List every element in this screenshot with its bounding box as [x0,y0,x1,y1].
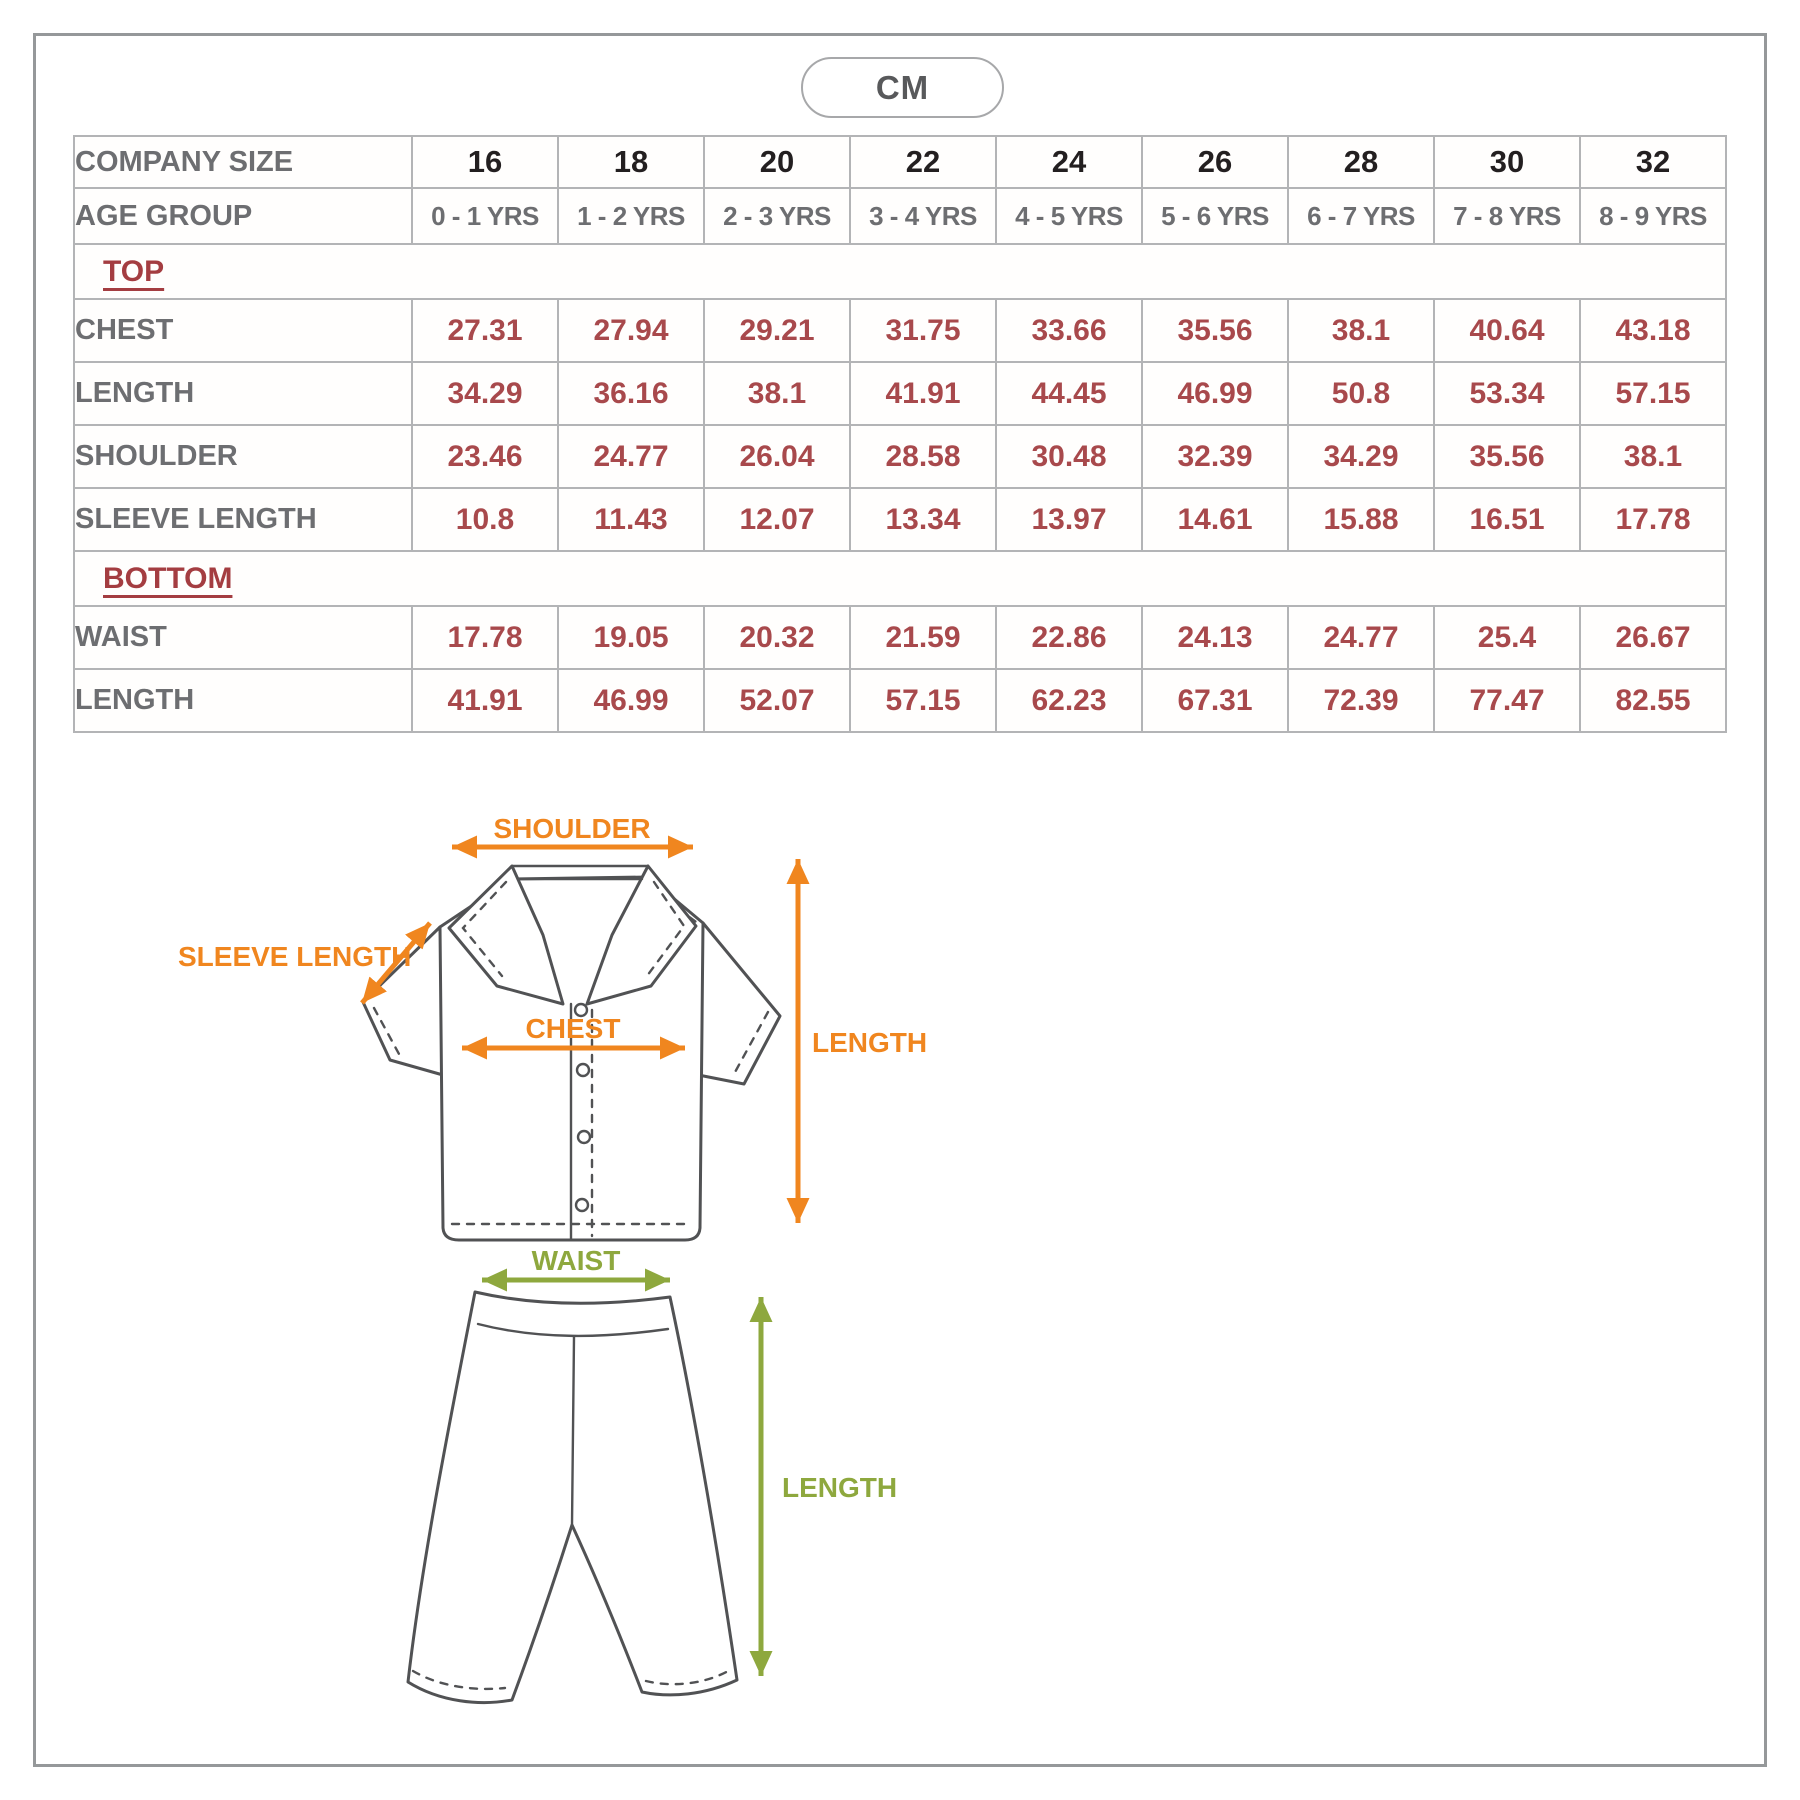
row-label: LENGTH [74,669,412,732]
top-length-label: LENGTH [812,1027,928,1058]
value-cell: 19.05 [558,606,704,669]
age-cell: 3 - 4 YRS [850,188,996,244]
value-cell: 20.32 [704,606,850,669]
section-title-top: TOP [103,254,165,288]
row-label: CHEST [74,299,412,362]
value-cell: 38.1 [1288,299,1434,362]
row-label: LENGTH [74,362,412,425]
value-cell: 10.8 [412,488,558,551]
age-cell: 5 - 6 YRS [1142,188,1288,244]
value-cell: 36.16 [558,362,704,425]
row-label: COMPANY SIZE [74,136,412,188]
value-cell: 13.34 [850,488,996,551]
age-cell: 2 - 3 YRS [704,188,850,244]
value-cell: 31.75 [850,299,996,362]
size-cell: 26 [1142,136,1288,188]
value-cell: 38.1 [704,362,850,425]
size-cell: 24 [996,136,1142,188]
chest-label: CHEST [525,1013,621,1044]
value-cell: 50.8 [1288,362,1434,425]
value-cell: 43.18 [1580,299,1726,362]
value-cell: 21.59 [850,606,996,669]
section-title-bottom: BOTTOM [103,561,233,595]
value-cell: 67.31 [1142,669,1288,732]
value-cell: 27.31 [412,299,558,362]
value-cell: 22.86 [996,606,1142,669]
bottom-length-label: LENGTH [782,1472,898,1503]
size-cell: 22 [850,136,996,188]
value-cell: 17.78 [412,606,558,669]
shirt-drawing [363,866,780,1240]
row-label: SHOULDER [74,425,412,488]
value-cell: 24.13 [1142,606,1288,669]
value-cell: 26.04 [704,425,850,488]
value-cell: 26.67 [1580,606,1726,669]
age-cell: 1 - 2 YRS [558,188,704,244]
value-cell: 62.23 [996,669,1142,732]
size-cell: 16 [412,136,558,188]
age-cell: 0 - 1 YRS [412,188,558,244]
value-cell: 34.29 [412,362,558,425]
value-cell: 38.1 [1580,425,1726,488]
value-cell: 27.94 [558,299,704,362]
age-cell: 7 - 8 YRS [1434,188,1580,244]
value-cell: 77.47 [1434,669,1580,732]
button [576,1199,588,1211]
pants-drawing [408,1292,737,1703]
value-cell: 57.15 [1580,362,1726,425]
value-cell: 29.21 [704,299,850,362]
value-cell: 24.77 [1288,606,1434,669]
age-cell: 8 - 9 YRS [1580,188,1726,244]
value-cell: 28.58 [850,425,996,488]
value-cell: 11.43 [558,488,704,551]
value-cell: 53.34 [1434,362,1580,425]
value-cell: 35.56 [1142,299,1288,362]
value-cell: 24.77 [558,425,704,488]
shoulder-label: SHOULDER [493,813,651,844]
value-cell: 72.39 [1288,669,1434,732]
value-cell: 33.66 [996,299,1142,362]
value-cell: 41.91 [412,669,558,732]
value-cell: 41.91 [850,362,996,425]
size-cell: 28 [1288,136,1434,188]
value-cell: 82.55 [1580,669,1726,732]
value-cell: 32.39 [1142,425,1288,488]
value-cell: 30.48 [996,425,1142,488]
button [577,1064,589,1076]
value-cell: 12.07 [704,488,850,551]
value-cell: 17.78 [1580,488,1726,551]
value-cell: 25.4 [1434,606,1580,669]
row-label: AGE GROUP [74,188,412,244]
waist-label: WAIST [531,1245,621,1276]
row-label: SLEEVE LENGTH [74,488,412,551]
value-cell: 52.07 [704,669,850,732]
sleeve-length-label: SLEEVE LENGTH [178,941,412,972]
size-cell: 32 [1580,136,1726,188]
size-cell: 20 [704,136,850,188]
value-cell: 46.99 [1142,362,1288,425]
value-cell: 40.64 [1434,299,1580,362]
value-cell: 57.15 [850,669,996,732]
button [578,1131,590,1143]
unit-badge-label: CM [875,68,930,106]
row-label: WAIST [74,606,412,669]
value-cell: 14.61 [1142,488,1288,551]
value-cell: 34.29 [1288,425,1434,488]
value-cell: 15.88 [1288,488,1434,551]
value-cell: 23.46 [412,425,558,488]
age-cell: 4 - 5 YRS [996,188,1142,244]
value-cell: 46.99 [558,669,704,732]
size-cell: 30 [1434,136,1580,188]
value-cell: 16.51 [1434,488,1580,551]
size-cell: 18 [558,136,704,188]
age-cell: 6 - 7 YRS [1288,188,1434,244]
value-cell: 44.45 [996,362,1142,425]
value-cell: 35.56 [1434,425,1580,488]
value-cell: 13.97 [996,488,1142,551]
